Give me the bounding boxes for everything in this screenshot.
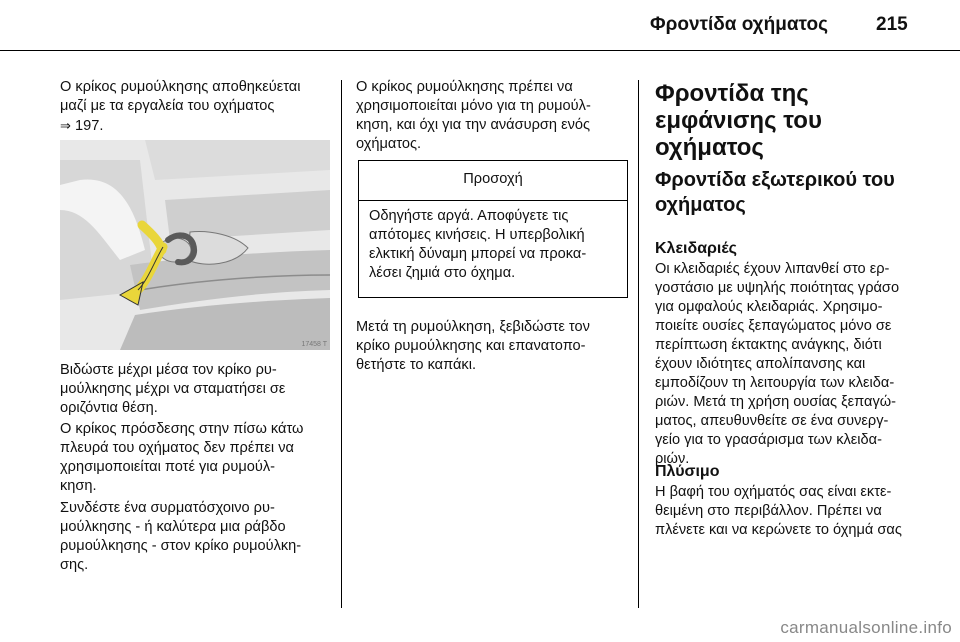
text-line: Βιδώστε μέχρι μέσα τον κρίκο ρυ- [60,362,277,378]
text-line: οριζόντια θέση. [60,400,158,416]
text-line: Συνδέστε ένα συρματόσχοινο ρυ- [60,500,275,516]
column-divider-2 [638,80,639,608]
text-line: Ο κρίκος ρυμούλκησης πρέπει να [356,79,573,95]
text-line: ελκτική δύναμη μπορεί να προκα- [369,246,587,262]
text-line: Οι κλειδαριές έχουν λιπανθεί στο ερ- [655,261,890,277]
text-line: ματος, απευθυνθείτε σε ένα συνεργ- [655,413,889,429]
text-line: πλένετε και να κερώνετε το όχημά σας [655,522,902,538]
intro-paragraph [60,78,342,136]
text-line: κηση, και όχι για την ανάσυρση ενός [356,117,591,133]
paragraph-towing-only [356,78,628,154]
text-line: Η βαφή του οχήματός σας είναι εκτε- [655,484,892,500]
heading-line: Φροντίδα της [655,80,809,107]
caution-box [358,160,628,298]
text-line: σης. [60,557,89,573]
text-line: ριών. [655,451,690,467]
page-number: 215 [876,14,908,35]
locks-paragraph [655,260,927,469]
subsection-heading [655,168,935,218]
text-line: για ομφαλούς κλειδαριάς. Χρησιμο- [655,299,883,315]
text-line: περίπτωση έκτακτης ανάγκης, διότι [655,337,882,353]
header-rule [0,50,960,51]
section-heading [655,80,935,161]
page-reference[interactable] [60,116,342,136]
paragraph-after-towing [356,318,628,375]
heading-line: Φροντίδα εξωτερικού του [655,169,895,191]
text-line: Οδηγήστε αργά. Αποφύγετε τις [369,208,569,224]
text-line: μούλκησης - ή καλύτερα μια ράβδο [60,519,286,535]
text-line: θειμένη στο περιβάλλον. Πρέπει να [655,503,882,519]
locks-heading: Κλειδαριές [655,240,737,257]
text-line: απότομες κινήσεις. Η υπερβολική [369,227,585,243]
watermark: carmanualsonline.info [780,618,952,637]
caution-title: Προσοχή [463,171,523,187]
heading-line: οχήματος [655,134,764,161]
text-line: γείο για το γρασάρισμα των κλειδα- [655,432,882,448]
paragraph-screw-in [60,361,342,418]
text-line: πλευρά του οχήματος δεν πρέπει να [60,440,294,456]
reference-arrow-icon: ⇒ [60,118,71,133]
caution-text [369,207,619,283]
text-line: χρησιμοποιείται ποτέ για ρυμούλ- [60,459,275,475]
text-line: Ο κρίκος πρόσδεσης στην πίσω κάτω [60,421,304,437]
text-line: Ο κρίκος ρυμούλκησης αποθηκεύεται [60,79,301,95]
text-line: έχουν ιδιότητες απολίπανσης και [655,356,866,372]
text-line: οχήματος. [356,136,422,152]
text-line: κηση. [60,478,97,494]
text-line: εμποδίζουν τη λειτουργία των κλειδα- [655,375,895,391]
text-line: ρυμούλκησης - στον κρίκο ρυμούλκη- [60,538,302,554]
text-line: λέσει ζημιά στο όχημα. [369,265,516,281]
text-line: χρησιμοποιείται μόνο για τη ρυμούλ- [356,98,591,114]
heading-line: οχήματος [655,194,746,216]
header-title: Φροντίδα οχήματος [650,14,828,35]
figure-code: 17458 T [301,341,327,348]
text-line: θετήστε το καπάκι. [356,357,477,373]
washing-paragraph [655,483,927,540]
towing-eye-illustration [60,140,330,350]
heading-line: εμφάνισης του [655,107,822,134]
paragraph-tow-rope [60,499,342,575]
text-line: ριών. Μετά τη χρήση ουσίας ξεπαγώ- [655,394,897,410]
washing-heading: Πλύσιμο [655,463,720,480]
text-line: Μετά τη ρυμούλκηση, ξεβιδώστε τον [356,319,590,335]
text-line: γοστάσιο με υψηλής ποιότητας γράσο [655,280,900,296]
reference-page: 197. [74,118,104,134]
text-line: μαζί με τα εργαλεία του οχήματος [60,98,275,114]
paragraph-lashing-eye [60,420,342,496]
text-line: μούλκησης μέχρι να σταματήσει σε [60,381,286,397]
caution-divider [359,200,627,201]
text-line: κρίκο ρυμούλκησης και επανατοπο- [356,338,586,354]
text-line: ποιείτε ουσίες ξεπαγώματος μόνο σε [655,318,892,334]
